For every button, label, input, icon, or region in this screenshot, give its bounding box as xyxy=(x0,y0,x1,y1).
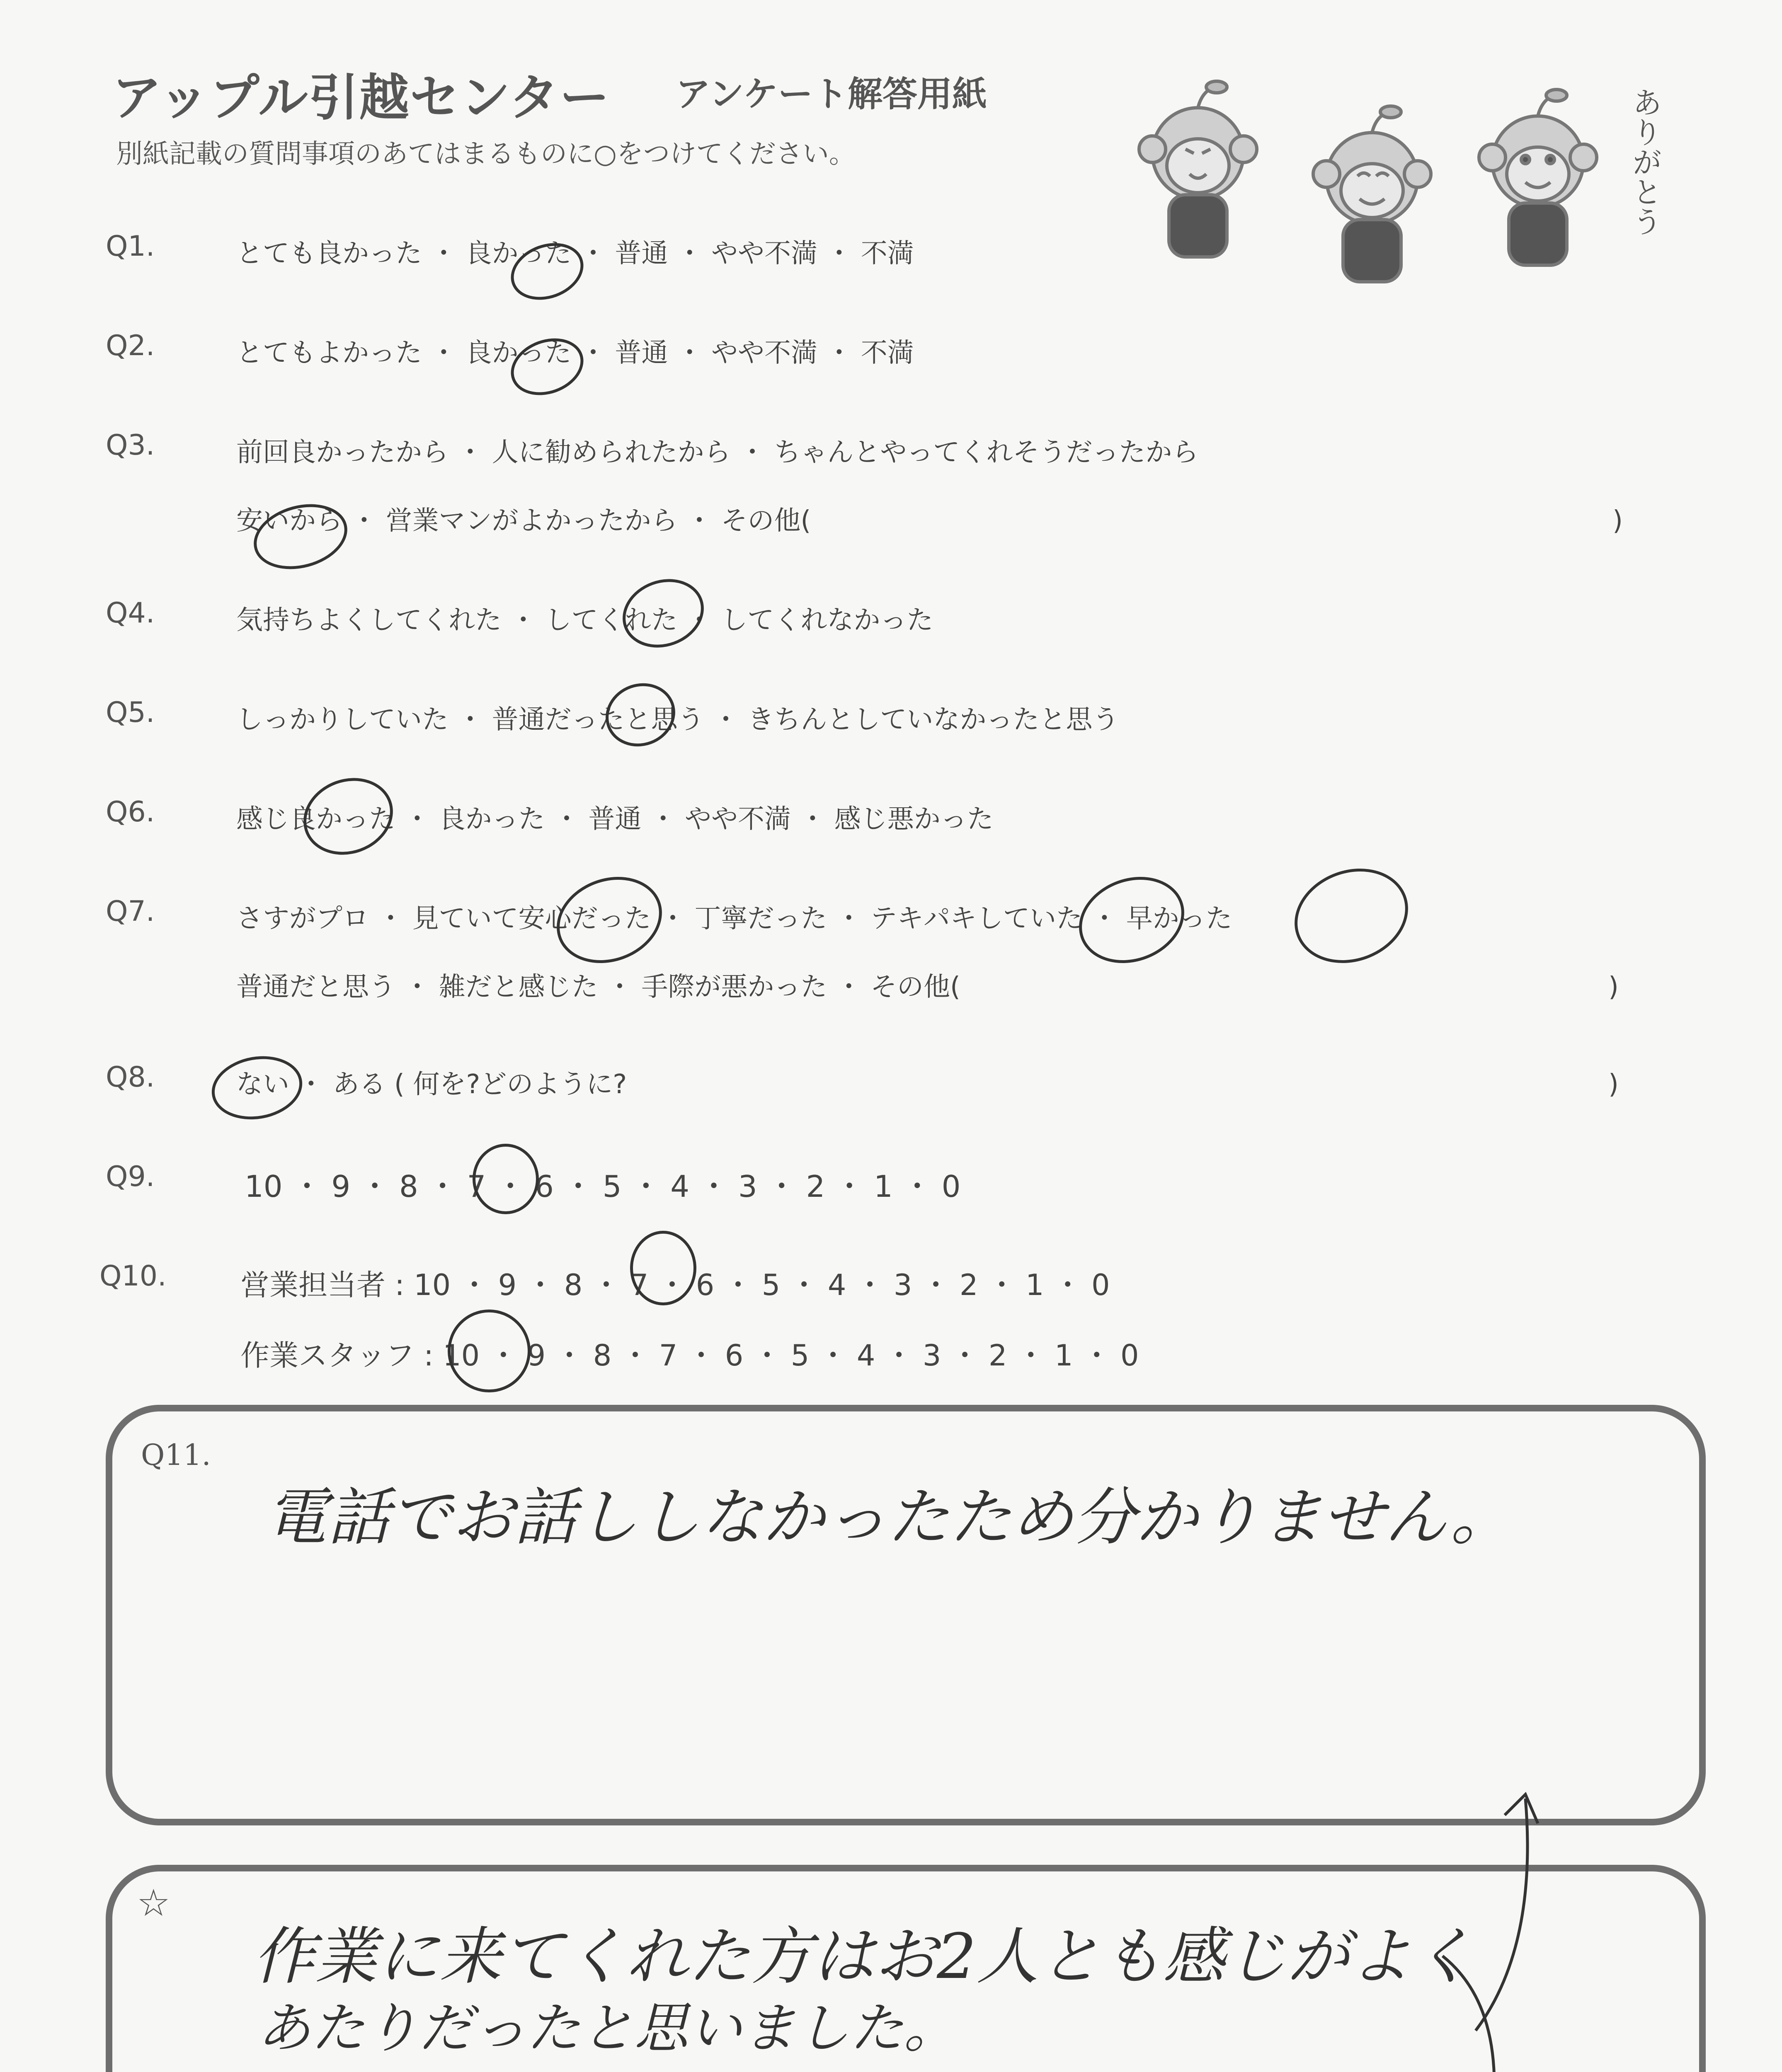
q8-options: ない ・ ある ( 何を?どのように? xyxy=(236,1069,627,1100)
q10-staff-scale: 作業スタッフ : 10 ・ 9 ・ 8 ・ 7 ・ 6 ・ 5 ・ 4 ・ 3 ・ 2 ・ 1 ・ 0 xyxy=(240,1339,1139,1372)
q8-close-paren: ) xyxy=(1608,1069,1619,1100)
instruction-text: 別紙記載の質問事項のあてはまるものに○をつけてください。 xyxy=(116,139,856,169)
q8-answer-circle xyxy=(207,1049,308,1126)
form-subtitle: アンケート解答用紙 xyxy=(676,74,987,114)
q2-number: Q2. xyxy=(106,329,155,362)
q7-options-line1: さすがプロ ・ 見ていて安心だった ・ 丁寧だった ・ テキパキしていた ・ 早かった xyxy=(236,903,1232,934)
q9-scale: 10 ・ 9 ・ 8 ・ 7 ・ 6 ・ 5 ・ 4 ・ 3 ・ 2 ・ 1 ・ 0 xyxy=(245,1169,961,1204)
q10-number: Q10. xyxy=(99,1260,167,1293)
q2-options: とてもよかった ・ 良かった ・ 普通 ・ やや不満 ・ 不満 xyxy=(236,338,914,368)
thanks-text: ありがとう xyxy=(1627,87,1662,236)
q7-answer-circle-2 xyxy=(1067,863,1197,978)
q9-number: Q9. xyxy=(106,1160,155,1193)
q7-answer-circle-1 xyxy=(545,863,674,978)
form-title: アップル引越センター xyxy=(112,69,610,127)
q5-options: しっかりしていた ・ 普通だったと思う ・ きちんとしていなかったと思う xyxy=(236,704,1119,735)
q4-answer-circle xyxy=(613,568,714,659)
arrow-sketch-icon xyxy=(1409,1740,1596,2072)
q7-close-paren: ) xyxy=(1608,972,1619,1002)
q1-number: Q1. xyxy=(106,230,155,263)
star-icon: ☆ xyxy=(137,1881,170,1925)
q11-label: Q11. xyxy=(141,1438,211,1472)
q3-options-line2: 安いから ・ 営業マンがよかったから ・ その他( xyxy=(236,506,811,536)
q10-staff-answer-circle xyxy=(448,1310,531,1392)
q6-number: Q6. xyxy=(106,796,155,828)
q7-options-line2: 普通だと思う ・ 雑だと感じた ・ 手際が悪かった ・ その他( xyxy=(236,972,961,1002)
q4-number: Q4. xyxy=(106,597,155,629)
q3-number: Q3. xyxy=(106,429,155,462)
q4-options: 気持ちよくしてくれた ・ してくれた ・ してくれなかった xyxy=(236,605,933,636)
monkey-mascots-illustration xyxy=(1127,70,1675,303)
q9-answer-circle xyxy=(473,1144,539,1214)
q5-number: Q5. xyxy=(106,696,155,729)
q3-close-paren: ) xyxy=(1612,506,1623,536)
q5-answer-circle xyxy=(596,673,684,756)
monkey-mascots-icon xyxy=(1127,70,1675,303)
q10-sales-answer-circle xyxy=(630,1231,696,1305)
q11-answer-text: 電話でお話ししなかったため分かりません。 xyxy=(265,1481,1513,1554)
q7-answer-circle-3 xyxy=(1281,853,1421,978)
q10-sales-scale: 営業担当者 : 10 ・ 9 ・ 8 ・ 7 ・ 6 ・ 5 ・ 4 ・ 3 ・ 2 ・ 1 ・ 0 xyxy=(240,1268,1110,1302)
comment-line-1: 作業に来てくれた方はお2人とも感じがよく xyxy=(253,1921,1474,1993)
q6-answer-circle xyxy=(293,766,404,867)
q3-options-line1: 前回良かったから ・ 人に勧められたから ・ ちゃんとやってくれそうだったから xyxy=(236,437,1199,468)
comment-line-2: あたりだったと思いました。 xyxy=(257,1997,958,2060)
q6-options: 感じ良かった ・ 良かった ・ 普通 ・ やや不満 ・ 感じ悪かった xyxy=(236,804,994,835)
q8-number: Q8. xyxy=(106,1061,155,1094)
q7-number: Q7. xyxy=(106,895,155,928)
q1-options: とても良かった ・ 良かった ・ 普通 ・ やや不満 ・ 不満 xyxy=(236,238,914,269)
